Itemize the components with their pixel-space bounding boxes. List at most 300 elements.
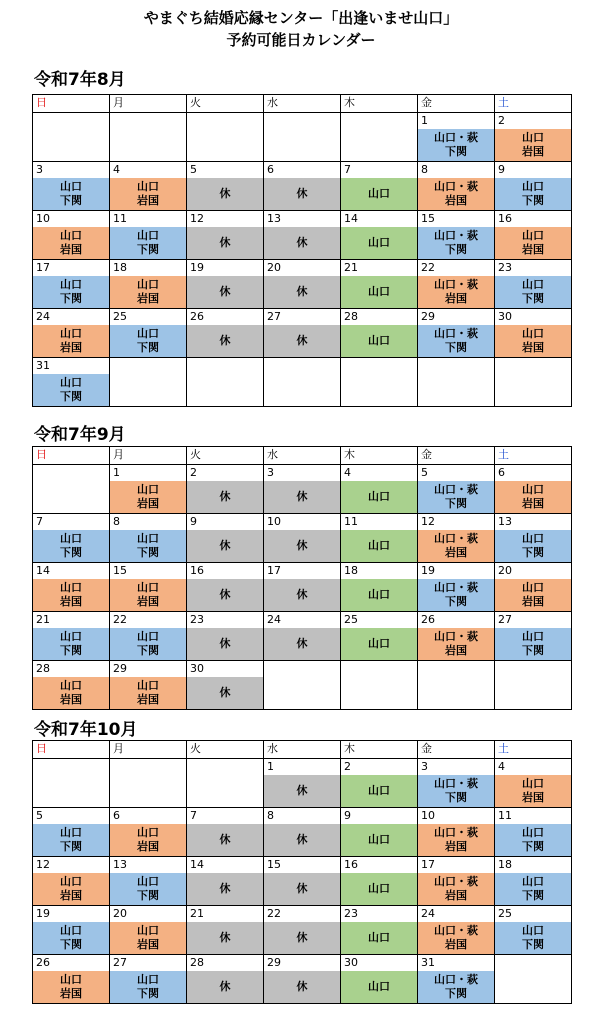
availability-tag: 山口 下関	[110, 325, 186, 357]
day-number: 15	[267, 858, 281, 871]
day-number: 8	[267, 809, 274, 822]
availability-tag: 休	[264, 579, 340, 611]
day-number: 4	[344, 466, 351, 479]
day-number: 31	[36, 359, 50, 372]
day-number: 14	[190, 858, 204, 871]
availability-tag: 山口 下関	[33, 922, 109, 954]
day-number: 20	[498, 564, 512, 577]
day-number: 15	[421, 212, 435, 225]
availability-tag: 山口 下関	[495, 530, 571, 562]
calendar-day	[495, 563, 572, 612]
calendar-day	[110, 661, 187, 710]
calendar-day	[33, 808, 110, 857]
day-number: 25	[113, 310, 127, 323]
day-number: 21	[190, 907, 204, 920]
empty-day	[495, 358, 572, 407]
empty-day	[187, 759, 264, 808]
weekday-header: 水	[264, 741, 341, 759]
calendar-day	[33, 211, 110, 260]
calendar-day	[264, 906, 341, 955]
day-number: 26	[36, 956, 50, 969]
availability-tag: 山口 岩国	[110, 276, 186, 308]
availability-tag: 休	[264, 775, 340, 807]
day-number: 11	[113, 212, 127, 225]
empty-day	[33, 759, 110, 808]
calendar-day	[33, 563, 110, 612]
day-number: 17	[267, 564, 281, 577]
day-number: 30	[498, 310, 512, 323]
calendar-day	[33, 906, 110, 955]
week-row	[33, 465, 572, 514]
calendar-day	[110, 211, 187, 260]
empty-day	[418, 358, 495, 407]
availability-tag: 休	[264, 530, 340, 562]
calendar-day	[495, 759, 572, 808]
calendar-day	[495, 906, 572, 955]
month-title-oct: 令和7年10月	[34, 720, 138, 740]
empty-day	[187, 358, 264, 407]
availability-tag: 休	[264, 227, 340, 259]
availability-tag: 山口 下関	[110, 530, 186, 562]
availability-tag: 山口 下関	[33, 178, 109, 210]
availability-tag: 山口・萩 岩国	[418, 276, 494, 308]
calendar-day	[187, 955, 264, 1004]
empty-day	[418, 661, 495, 710]
day-number: 12	[36, 858, 50, 871]
availability-tag: 山口 岩国	[495, 129, 571, 161]
weekday-header: 木	[341, 741, 418, 759]
calendar-day	[264, 309, 341, 358]
week-row	[33, 955, 572, 1004]
day-number: 15	[113, 564, 127, 577]
day-number: 17	[421, 858, 435, 871]
availability-tag: 山口・萩 下関	[418, 325, 494, 357]
day-number: 21	[36, 613, 50, 626]
day-number: 1	[113, 466, 120, 479]
availability-tag: 休	[187, 530, 263, 562]
availability-tag: 山口 下関	[33, 276, 109, 308]
calendar-day	[495, 857, 572, 906]
availability-tag: 山口 岩国	[110, 824, 186, 856]
day-number: 17	[36, 261, 50, 274]
empty-day	[33, 465, 110, 514]
calendar-day	[495, 162, 572, 211]
day-number: 19	[36, 907, 50, 920]
day-number: 10	[421, 809, 435, 822]
day-number: 12	[190, 212, 204, 225]
weekday-header: 月	[110, 741, 187, 759]
calendar-day	[418, 514, 495, 563]
week-row	[33, 260, 572, 309]
calendar-day	[264, 260, 341, 309]
day-number: 13	[113, 858, 127, 871]
calendar-day	[418, 113, 495, 162]
availability-tag: 山口 下関	[33, 530, 109, 562]
calendar-day	[495, 211, 572, 260]
week-row	[33, 759, 572, 808]
calendar-day	[264, 162, 341, 211]
availability-tag: 山口 岩国	[495, 227, 571, 259]
week-row	[33, 612, 572, 661]
day-number: 30	[190, 662, 204, 675]
availability-tag: 山口・萩 下関	[418, 579, 494, 611]
calendar-day	[110, 808, 187, 857]
calendar-day	[264, 563, 341, 612]
day-number: 30	[344, 956, 358, 969]
weekday-header: 月	[110, 447, 187, 465]
calendar-day	[187, 211, 264, 260]
calendar-day	[110, 514, 187, 563]
day-number: 29	[113, 662, 127, 675]
availability-tag: 山口 下関	[495, 922, 571, 954]
weekday-header: 火	[187, 741, 264, 759]
day-number: 8	[113, 515, 120, 528]
availability-tag: 山口 岩国	[110, 481, 186, 513]
calendar-day	[264, 857, 341, 906]
availability-tag: 山口 岩国	[33, 971, 109, 1003]
calendar-day	[264, 211, 341, 260]
day-number: 9	[498, 163, 505, 176]
day-number: 2	[498, 114, 505, 127]
availability-tag: 山口 下関	[33, 628, 109, 660]
day-number: 4	[113, 163, 120, 176]
availability-tag: 山口 岩国	[495, 481, 571, 513]
day-number: 18	[113, 261, 127, 274]
empty-day	[110, 358, 187, 407]
availability-tag: 休	[187, 677, 263, 709]
day-number: 23	[498, 261, 512, 274]
day-number: 16	[190, 564, 204, 577]
calendar-day	[110, 612, 187, 661]
day-number: 1	[421, 114, 428, 127]
page-subtitle: 予約可能日カレンダー	[226, 31, 376, 49]
day-number: 14	[344, 212, 358, 225]
day-number: 29	[421, 310, 435, 323]
day-number: 26	[421, 613, 435, 626]
day-number: 14	[36, 564, 50, 577]
calendar-day	[110, 309, 187, 358]
day-number: 18	[498, 858, 512, 871]
availability-tag: 山口・萩 下関	[418, 971, 494, 1003]
day-number: 1	[267, 760, 274, 773]
calendar-day	[264, 808, 341, 857]
day-number: 7	[36, 515, 43, 528]
calendar-day	[418, 465, 495, 514]
availability-tag: 休	[187, 579, 263, 611]
calendar-day	[33, 612, 110, 661]
calendar-day	[418, 260, 495, 309]
availability-tag: 山口 岩国	[110, 922, 186, 954]
calendar-day	[187, 857, 264, 906]
day-number: 9	[344, 809, 351, 822]
day-number: 24	[421, 907, 435, 920]
calendar-day	[33, 661, 110, 710]
availability-tag: 山口 岩国	[495, 325, 571, 357]
calendar-day	[187, 808, 264, 857]
availability-tag: 山口 岩国	[33, 227, 109, 259]
weekday-header: 金	[418, 95, 495, 113]
empty-day	[33, 113, 110, 162]
empty-day	[110, 113, 187, 162]
calendar-day	[341, 211, 418, 260]
calendar-oct	[32, 740, 572, 1004]
availability-tag: 休	[187, 824, 263, 856]
calendar-day	[187, 661, 264, 710]
availability-tag: 山口 下関	[495, 628, 571, 660]
availability-tag: 山口 岩国	[33, 873, 109, 905]
calendar-day	[187, 906, 264, 955]
availability-tag: 山口 下関	[110, 227, 186, 259]
calendar-day	[495, 260, 572, 309]
day-number: 10	[267, 515, 281, 528]
availability-tag: 山口・萩 岩国	[418, 530, 494, 562]
empty-day	[341, 113, 418, 162]
day-number: 5	[421, 466, 428, 479]
week-row	[33, 113, 572, 162]
day-number: 25	[344, 613, 358, 626]
availability-tag: 休	[187, 873, 263, 905]
calendar-day	[341, 309, 418, 358]
calendar-day	[495, 465, 572, 514]
weekday-header: 金	[418, 447, 495, 465]
calendar-day	[418, 211, 495, 260]
calendar-day	[264, 955, 341, 1004]
availability-tag: 山口 下関	[33, 824, 109, 856]
availability-tag: 山口	[341, 276, 417, 308]
calendar-day	[187, 309, 264, 358]
month-title-sep: 令和7年9月	[34, 425, 126, 445]
month-title-aug: 令和7年8月	[34, 70, 126, 90]
empty-day	[341, 661, 418, 710]
calendar-day	[110, 955, 187, 1004]
empty-day	[110, 759, 187, 808]
day-number: 22	[113, 613, 127, 626]
calendar-day	[495, 514, 572, 563]
calendar-day	[33, 162, 110, 211]
day-number: 28	[344, 310, 358, 323]
availability-tag: 休	[187, 971, 263, 1003]
availability-tag: 休	[187, 325, 263, 357]
day-number: 20	[113, 907, 127, 920]
calendar-day	[341, 563, 418, 612]
week-row	[33, 906, 572, 955]
day-number: 3	[36, 163, 43, 176]
availability-tag: 山口 下関	[110, 628, 186, 660]
day-number: 11	[498, 809, 512, 822]
week-row	[33, 358, 572, 407]
calendar-day	[418, 309, 495, 358]
availability-tag: 休	[187, 628, 263, 660]
availability-tag: 山口	[341, 530, 417, 562]
weekday-header: 日	[33, 741, 110, 759]
day-number: 16	[498, 212, 512, 225]
availability-tag: 山口 岩国	[110, 579, 186, 611]
week-row	[33, 309, 572, 358]
day-number: 3	[421, 760, 428, 773]
calendar-sep	[32, 446, 572, 710]
availability-tag: 休	[187, 276, 263, 308]
day-number: 26	[190, 310, 204, 323]
calendar-day	[264, 465, 341, 514]
availability-tag: 山口 岩国	[33, 325, 109, 357]
availability-tag: 山口 下関	[33, 374, 109, 406]
availability-tag: 山口 岩国	[33, 579, 109, 611]
day-number: 12	[421, 515, 435, 528]
calendar-day	[418, 906, 495, 955]
calendar-day	[418, 857, 495, 906]
availability-tag: 山口 下関	[110, 971, 186, 1003]
empty-day	[495, 955, 572, 1004]
weekday-header: 日	[33, 95, 110, 113]
calendar-day	[341, 465, 418, 514]
availability-tag: 山口	[341, 628, 417, 660]
day-number: 5	[36, 809, 43, 822]
weekday-header: 土	[495, 741, 572, 759]
calendar-day	[341, 955, 418, 1004]
day-number: 21	[344, 261, 358, 274]
calendar-day	[110, 563, 187, 612]
day-number: 25	[498, 907, 512, 920]
weekday-header: 金	[418, 741, 495, 759]
availability-tag: 休	[264, 922, 340, 954]
availability-tag: 休	[264, 481, 340, 513]
day-number: 28	[36, 662, 50, 675]
availability-tag: 山口	[341, 178, 417, 210]
weekday-header: 土	[495, 95, 572, 113]
availability-tag: 休	[264, 325, 340, 357]
availability-tag: 山口・萩 岩国	[418, 922, 494, 954]
calendar-day	[341, 162, 418, 211]
day-number: 2	[190, 466, 197, 479]
weekday-header: 土	[495, 447, 572, 465]
empty-day	[264, 358, 341, 407]
availability-tag: 休	[264, 971, 340, 1003]
empty-day	[341, 358, 418, 407]
day-number: 18	[344, 564, 358, 577]
calendar-day	[187, 465, 264, 514]
calendar-day	[187, 162, 264, 211]
availability-tag: 山口	[341, 325, 417, 357]
availability-tag: 山口・萩 岩国	[418, 628, 494, 660]
calendar-day	[110, 260, 187, 309]
availability-tag: 休	[187, 922, 263, 954]
calendar-day	[341, 260, 418, 309]
calendar-day	[110, 906, 187, 955]
calendar-day	[341, 906, 418, 955]
weekday-header: 火	[187, 447, 264, 465]
availability-tag: 休	[187, 178, 263, 210]
calendar-day	[495, 612, 572, 661]
availability-tag: 山口	[341, 227, 417, 259]
calendar-day	[33, 955, 110, 1004]
week-row	[33, 211, 572, 260]
calendar-aug	[32, 94, 572, 407]
day-number: 11	[344, 515, 358, 528]
day-number: 23	[344, 907, 358, 920]
availability-tag: 休	[264, 873, 340, 905]
availability-tag: 山口 下関	[495, 873, 571, 905]
availability-tag: 山口・萩 下関	[418, 775, 494, 807]
calendar-day	[341, 759, 418, 808]
day-number: 19	[190, 261, 204, 274]
day-number: 4	[498, 760, 505, 773]
calendar-day	[187, 612, 264, 661]
day-number: 3	[267, 466, 274, 479]
availability-tag: 休	[264, 276, 340, 308]
empty-day	[264, 113, 341, 162]
availability-tag: 山口	[341, 481, 417, 513]
weekday-header: 木	[341, 95, 418, 113]
day-number: 2	[344, 760, 351, 773]
day-number: 27	[498, 613, 512, 626]
availability-tag: 山口 岩国	[33, 677, 109, 709]
availability-tag: 休	[264, 178, 340, 210]
day-number: 5	[190, 163, 197, 176]
week-row	[33, 563, 572, 612]
weekday-header: 木	[341, 447, 418, 465]
calendar-day	[418, 808, 495, 857]
availability-tag: 山口・萩 岩国	[418, 824, 494, 856]
week-row	[33, 514, 572, 563]
availability-tag: 山口 岩国	[110, 178, 186, 210]
calendar-day	[33, 309, 110, 358]
calendar-day	[33, 514, 110, 563]
calendar-day	[418, 563, 495, 612]
calendar-day	[418, 162, 495, 211]
calendar-day	[187, 514, 264, 563]
availability-tag: 休	[187, 481, 263, 513]
day-number: 9	[190, 515, 197, 528]
day-number: 24	[267, 613, 281, 626]
weekday-header: 水	[264, 95, 341, 113]
day-number: 6	[498, 466, 505, 479]
empty-day	[495, 661, 572, 710]
availability-tag: 山口 下関	[495, 276, 571, 308]
day-number: 27	[267, 310, 281, 323]
day-number: 6	[267, 163, 274, 176]
day-number: 23	[190, 613, 204, 626]
calendar-day	[33, 857, 110, 906]
week-row	[33, 808, 572, 857]
day-number: 29	[267, 956, 281, 969]
day-number: 24	[36, 310, 50, 323]
day-number: 19	[421, 564, 435, 577]
availability-tag: 山口 岩国	[495, 579, 571, 611]
calendar-day	[264, 514, 341, 563]
availability-tag: 山口 岩国	[495, 775, 571, 807]
availability-tag: 山口・萩 下関	[418, 481, 494, 513]
day-number: 6	[113, 809, 120, 822]
calendar-day	[110, 857, 187, 906]
day-number: 13	[498, 515, 512, 528]
day-number: 8	[421, 163, 428, 176]
availability-tag: 山口 下関	[110, 873, 186, 905]
calendar-day	[495, 113, 572, 162]
weekday-header: 月	[110, 95, 187, 113]
calendar-day	[341, 808, 418, 857]
availability-tag: 休	[264, 824, 340, 856]
week-row	[33, 857, 572, 906]
availability-tag: 山口	[341, 579, 417, 611]
calendar-day	[33, 358, 110, 407]
calendar-day	[495, 309, 572, 358]
empty-day	[187, 113, 264, 162]
week-row	[33, 661, 572, 710]
calendar-day	[341, 857, 418, 906]
availability-tag: 山口 下関	[495, 178, 571, 210]
day-number: 31	[421, 956, 435, 969]
calendar-day	[110, 162, 187, 211]
